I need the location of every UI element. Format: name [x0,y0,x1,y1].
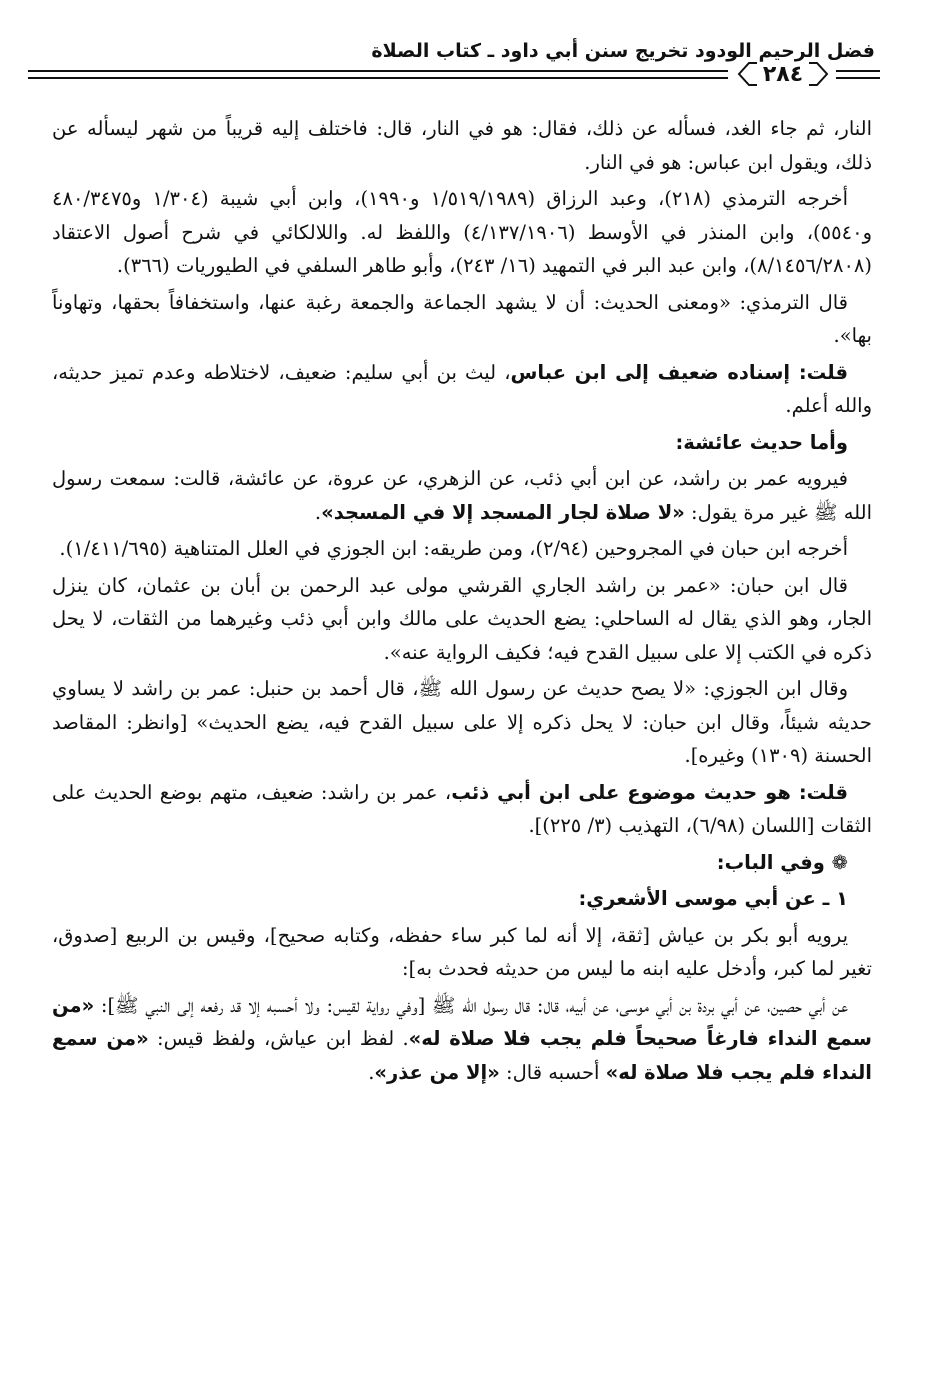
text-run: أحسبه قال: [499,1060,606,1084]
section-heading [52,846,872,880]
text-run: النار، ثم جاء الغد، فسأله عن ذلك، فقال: هو في النار، قال: فاختلف إليه قريباً من شهر ليسأله عن ذلك، ويقول ابن عباس: هو في النار. [52,117,872,174]
text-run: ، ليث بن أبي سليم: ضعيف، لاختلاطه وعدم تميز حديثه، والله أعلم. [52,360,872,417]
paragraph [52,532,872,566]
text-run: عن أبي حصين، عن أبي بردة بن أبي موسى، عن أبيه، قال: قال رسول الله ﷺ [وفي رواية لقيس: ولا أحسبه إلا قد رفعه إلى النبي ﷺ]: [94,993,848,1017]
bold-text: «لا صلاة لجار المسجد إلا في المسجد» [321,500,685,524]
bold-text: قلت: هو حديث موضوع على ابن أبي ذئب [451,780,848,804]
bold-text: إسناده ضعيف إلى ابن عباس [510,360,791,384]
text-run: وقال ابن الجوزي: «لا يصح حديث عن رسول الله ﷺ، قال أحمد بن حنبل: عمر بن راشد لا يساوي حديثه شيئاً، وقال ابن حبان: لا يحل ذكره إلا على سبيل القدح فيه، يضع الحديث» [وانظر: المقاصد الحسنة (١٣٠٩) وغيره]. [52,677,872,767]
main-text [52,112,872,1092]
text-run: أخرجه الترمذي (٢١٨)، وعبد الرزاق (١/٥١٩/١٩٨٩ و١٩٩٠)، وابن أبي شيبة (١/٣٠٤ و٤٨٠/٣٤٧٥ و٥٥٤٠)، وابن المنذر في الأوسط (٤/١٣٧/١٩٠٦) واللفظ له. واللالكائي في شرح أصول الاعتقاد (٨/١٤٥٦/٢٨٠٨)، وابن عبد البر في التمهيد (١٦/ ٢٤٣)، وأبو طاهر السلفي في الطيوريات (٣٦٦). [52,187,872,277]
paragraph [52,989,872,1090]
text-run: . [314,500,322,524]
text-run: يرويه أبو بكر بن عياش [ثقة، إلا أنه لما كبر ساء حفظه، وكتابه صحيح]، وقيس بن الربيع [صدوق، تغير لما كبر، وأدخل عليه ابنه ما ليس من حديثه فحدث به]: [52,923,872,980]
page-number: ٢٨٤ [757,62,809,87]
text-run: قال ابن حبان: «عمر بن راشد الجاري القرشي مولى عبد الرحمن بن أبان بن عثمان، كان ينزل الجار، وهو الذي يقال له الساحلي: يضع الحديث على مالك وابن أبي ذئب وغيرهما من الثقات، لا يحل ذكره في الكتب إلا على سبيل القدح فيه؛ فكيف الرواية عنه». [52,573,872,664]
bold-text: «إلا من عذر» [374,1060,500,1084]
page-number-ornament [733,60,833,88]
text-run: قال الترمذي: «ومعنى الحديث: أن لا يشهد الجماعة والجمعة رغبة عنها، واستخفافاً بحقها، وتهاوناً بها». [52,290,872,347]
running-title: فضل الرحيم الودود تخريج سنن أبي داود ـ كتاب الصلاة [371,40,875,62]
bold-text: قلت: [790,360,848,384]
bold-text: «من سمع النداء فلم يجب فلا صلاة له» [52,1027,872,1084]
section-heading [52,882,872,916]
text-run: . لفظ ابن عياش، ولفظ قيس: [148,1027,409,1050]
header-rule-right [836,70,880,84]
paragraph [52,919,872,986]
paragraph [52,182,872,283]
text-run: فيرويه عمر بن راشد، عن ابن أبي ذئب، عن الزهري، عن عروة، عن عائشة، قالت: سمعت رسول الله ﷺ غير مرة يقول: [52,467,872,524]
paragraph [52,672,872,773]
text-run: أخرجه ابن حبان في المجروحين (٢/٩٤)، ومن طريقه: ابن الجوزي في العلل المتناهية (١/٤١١/٦٩٥). [59,537,848,560]
section-heading [52,426,872,460]
text-run: وأما حديث عائشة: [675,430,848,454]
paragraph [52,569,872,670]
paragraph [52,356,872,423]
paragraph [52,112,872,179]
text-run: ١ ـ عن أبي موسى الأشعري: [578,887,848,910]
text-run: ❁ وفي الباب: [716,850,848,874]
text-run: . [368,1060,375,1084]
paragraph [52,286,872,353]
paragraph [52,462,872,529]
text-run: ، عمر بن راشد: ضعيف، متهم بوضع الحديث على الثقات [اللسان (٦/٩٨)، التهذيب (٣/ ٢٢٥)]. [52,780,872,837]
paragraph [52,776,872,843]
bold-text: «من سمع النداء فارغاً صحيحاً فلم يجب فلا صلاة له» [52,993,872,1050]
header-rule-left [28,70,728,79]
